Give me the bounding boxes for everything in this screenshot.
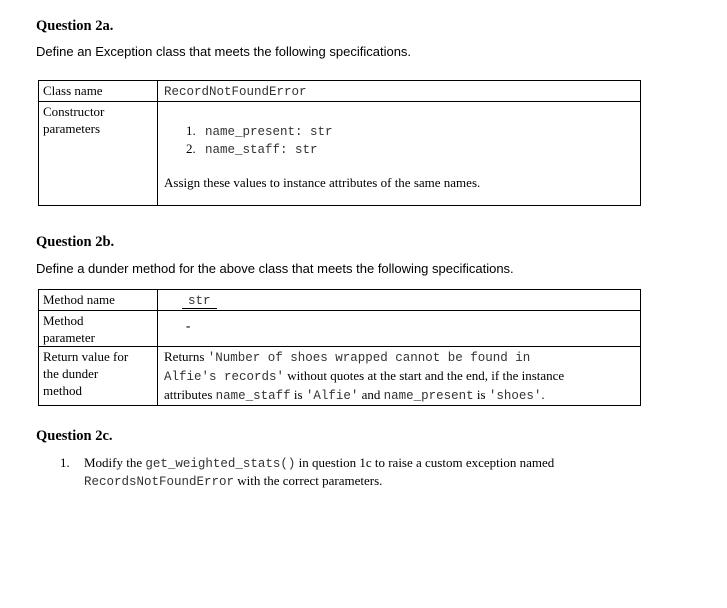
- param-1: [186, 122, 333, 141]
- return-line3-h: 'shoes': [488, 389, 542, 403]
- table-row: [39, 347, 641, 406]
- table-row: [39, 102, 641, 206]
- return-line3-e: and: [358, 387, 384, 402]
- constructor-label-line2: parameters: [43, 121, 101, 136]
- q2c-line-2: [84, 472, 382, 490]
- return-line2-b: without quotes at the start and the end, if the instance: [284, 368, 565, 383]
- param-1-number: 1.: [186, 123, 196, 138]
- class-name-value: RecordNotFoundError: [164, 85, 307, 99]
- return-label-line3: method: [43, 383, 82, 398]
- method-name-value-cell: [158, 290, 641, 311]
- q2b-title: Question 2b.: [36, 234, 115, 250]
- method-param-label-line1: Method: [43, 313, 84, 328]
- class-name-value-cell: [158, 81, 641, 102]
- method-param-value: -: [186, 318, 191, 333]
- return-line3-c: is: [290, 387, 306, 402]
- constructor-params-cell: [158, 102, 641, 206]
- return-line1-b: 'Number of shoes wrapped cannot be found in: [207, 351, 531, 365]
- q2c-line2-b: with the correct parameters.: [234, 473, 383, 488]
- return-label-line1: Return value for: [43, 349, 129, 364]
- q2c-item-number-text: 1.: [60, 455, 70, 470]
- table-row: [39, 81, 641, 102]
- q2a-description: Define an Exception class that meets the following specifications.: [36, 44, 412, 59]
- constructor-label-line1: Constructor: [43, 104, 105, 119]
- class-name-label-text: Class name: [43, 83, 103, 98]
- q2c-line1-c: in question 1c to raise a custom exception named: [295, 455, 555, 470]
- q2c-item-number: [60, 454, 70, 472]
- param-2: [186, 140, 318, 159]
- method-param-value-cell: [158, 311, 641, 347]
- q2c-line1-a: Modify the: [84, 455, 146, 470]
- param-2-text: name_staff: str: [205, 143, 318, 157]
- q2c-line-1: [84, 454, 554, 472]
- method-name-label: [39, 290, 158, 311]
- return-line-2: [164, 367, 634, 386]
- method-name-label-text: Method name: [43, 292, 115, 307]
- method-param-label: [39, 311, 158, 347]
- constructor-label: [39, 102, 158, 206]
- return-value-cell: [158, 347, 641, 406]
- return-label: [39, 347, 158, 406]
- return-line-3: [164, 386, 634, 405]
- param-1-text: name_present: str: [205, 125, 333, 139]
- return-line-1: [164, 348, 634, 367]
- q2b-spec-table: [38, 289, 641, 406]
- table-row: [39, 311, 641, 347]
- q2b-description: Define a dunder method for the above class that meets the following specifications.: [36, 261, 514, 276]
- class-name-label: [39, 81, 158, 102]
- return-line3-f: name_present: [383, 389, 474, 403]
- return-line3-a: attributes: [164, 387, 216, 402]
- q2c-line2-a: RecordsNotFoundError: [84, 475, 235, 489]
- method-param-label-line2: parameter: [43, 330, 95, 345]
- method-name-value: str: [182, 294, 217, 309]
- q2c-line1-b: get_weighted_stats(): [145, 457, 296, 471]
- table-row: [39, 290, 641, 311]
- q2a-title: Question 2a.: [36, 18, 114, 34]
- return-line3-i: .: [541, 387, 545, 402]
- return-line3-b: name_staff: [215, 389, 291, 403]
- return-label-line2: the dunder: [43, 366, 99, 381]
- return-line3-d: 'Alfie': [305, 389, 359, 403]
- return-line2-a: Alfie's records': [164, 370, 285, 384]
- q2a-spec-table: [38, 80, 641, 206]
- param-2-number: 2.: [186, 141, 196, 156]
- q2c-title: Question 2c.: [36, 428, 113, 444]
- return-line3-g: is: [473, 387, 489, 402]
- return-line1-a: Returns: [164, 349, 208, 364]
- assign-note: Assign these values to instance attributes of the same names.: [164, 175, 481, 190]
